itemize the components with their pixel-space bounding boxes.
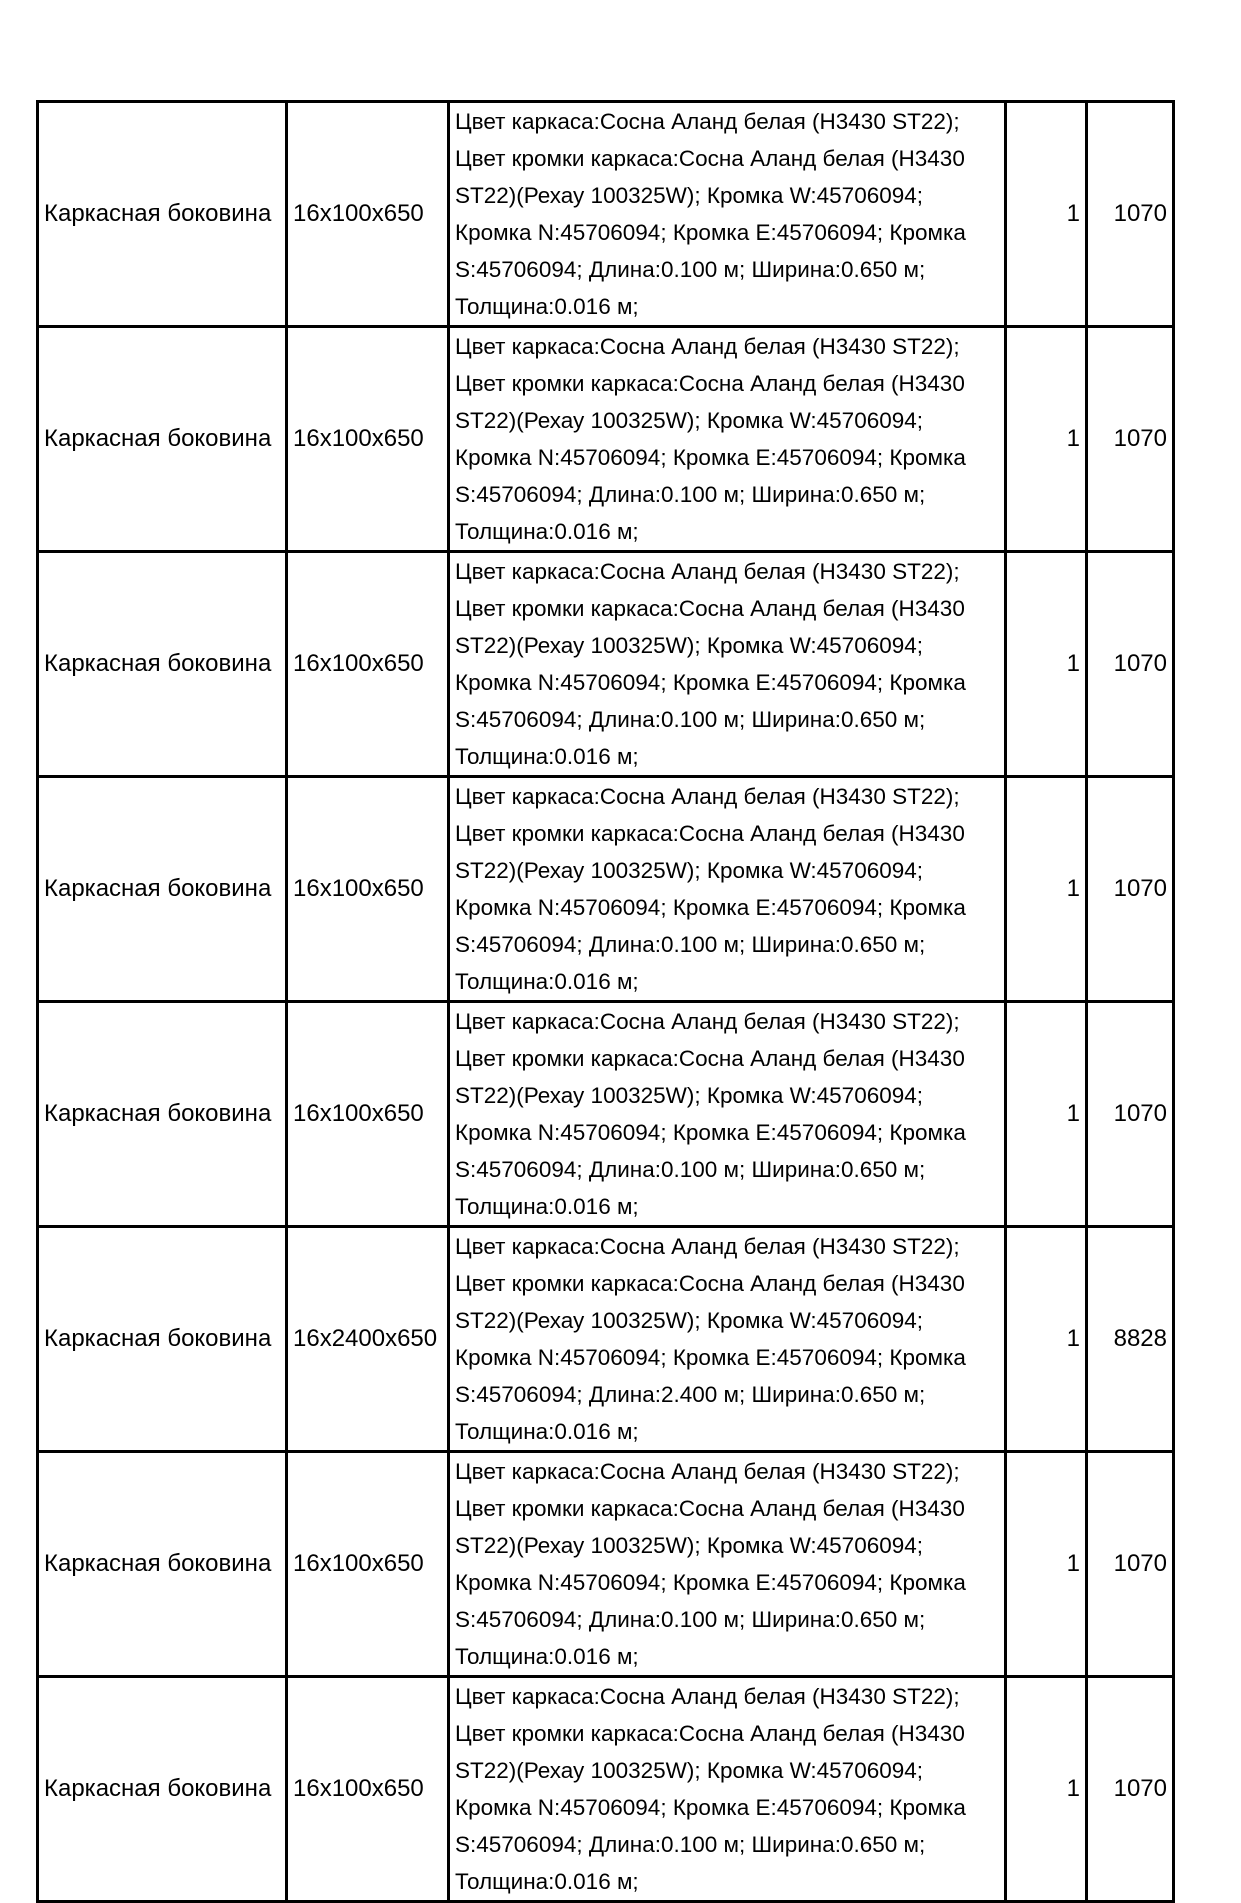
cell-item-qty: 1 [1006,1452,1087,1677]
cell-item-size: 16x100x650 [287,1002,449,1227]
cell-item-qty: 1 [1006,777,1087,1002]
cell-item-price: 1070 [1087,552,1174,777]
cell-item-size: 16x2400x650 [287,1227,449,1452]
cell-item-description: Цвет каркаса:Сосна Аланд белая (H3430 ST22); Цвет кромки каркаса:Сосна Аланд белая (H3430 ST22)(Рехау 100325W); Кромка W:45706094; Кромка N:45706094; Кромка E:45706094; Кромка S:45706094; Длина:0.100 м; Ширина:0.650 м; Толщина:0.016 м; [449,552,1006,777]
cell-item-description: Цвет каркаса:Сосна Аланд белая (H3430 ST22); Цвет кромки каркаса:Сосна Аланд белая (H3430 ST22)(Рехау 100325W); Кромка W:45706094; Кромка N:45706094; Кромка E:45706094; Кромка S:45706094; Длина:0.100 м; Ширина:0.650 м; Толщина:0.016 м; [449,777,1006,1002]
table-row [38,1452,1174,1677]
cell-item-name: Каркасная боковина [38,102,287,327]
cell-item-qty: 1 [1006,1227,1087,1452]
table-row [38,777,1174,1002]
cell-item-size: 16x100x650 [287,777,449,1002]
cell-item-description: Цвет каркаса:Сосна Аланд белая (H3430 ST22); Цвет кромки каркаса:Сосна Аланд белая (H3430 ST22)(Рехау 100325W); Кромка W:45706094; Кромка N:45706094; Кромка E:45706094; Кромка S:45706094; Длина:0.100 м; Ширина:0.650 м; Толщина:0.016 м; [449,1452,1006,1677]
cell-item-qty: 1 [1006,1002,1087,1227]
table-row [38,1227,1174,1452]
cell-item-price: 8828 [1087,1227,1174,1452]
cell-item-name: Каркасная боковина [38,1002,287,1227]
cell-item-name: Каркасная боковина [38,552,287,777]
cell-item-size: 16x100x650 [287,327,449,552]
cell-item-name: Каркасная боковина [38,1227,287,1452]
table-row [38,102,1174,327]
cell-item-name: Каркасная боковина [38,1452,287,1677]
cell-item-size: 16x100x650 [287,102,449,327]
spec-table-body [38,102,1174,1902]
cell-item-description: Цвет каркаса:Сосна Аланд белая (H3430 ST22); Цвет кромки каркаса:Сосна Аланд белая (H3430 ST22)(Рехау 100325W); Кромка W:45706094; Кромка N:45706094; Кромка E:45706094; Кромка S:45706094; Длина:2.400 м; Ширина:0.650 м; Толщина:0.016 м; [449,1227,1006,1452]
cell-item-size: 16x100x650 [287,1677,449,1902]
cell-item-price: 1070 [1087,327,1174,552]
table-row [38,1677,1174,1902]
cell-item-name: Каркасная боковина [38,327,287,552]
cell-item-price: 1070 [1087,1677,1174,1902]
table-row [38,552,1174,777]
cell-item-price: 1070 [1087,777,1174,1002]
cell-item-qty: 1 [1006,327,1087,552]
cell-item-qty: 1 [1006,1677,1087,1902]
cell-item-size: 16x100x650 [287,1452,449,1677]
cell-item-description: Цвет каркаса:Сосна Аланд белая (H3430 ST22); Цвет кромки каркаса:Сосна Аланд белая (H3430 ST22)(Рехау 100325W); Кромка W:45706094; Кромка N:45706094; Кромка E:45706094; Кромка S:45706094; Длина:0.100 м; Ширина:0.650 м; Толщина:0.016 м; [449,102,1006,327]
cell-item-price: 1070 [1087,102,1174,327]
cell-item-qty: 1 [1006,102,1087,327]
cell-item-qty: 1 [1006,552,1087,777]
cell-item-name: Каркасная боковина [38,777,287,1002]
table-row [38,1002,1174,1227]
table-row [38,327,1174,552]
cell-item-price: 1070 [1087,1002,1174,1227]
cell-item-description: Цвет каркаса:Сосна Аланд белая (H3430 ST22); Цвет кромки каркаса:Сосна Аланд белая (H3430 ST22)(Рехау 100325W); Кромка W:45706094; Кромка N:45706094; Кромка E:45706094; Кромка S:45706094; Длина:0.100 м; Ширина:0.650 м; Толщина:0.016 м; [449,327,1006,552]
cell-item-price: 1070 [1087,1452,1174,1677]
cell-item-name: Каркасная боковина [38,1677,287,1902]
cell-item-description: Цвет каркаса:Сосна Аланд белая (H3430 ST22); Цвет кромки каркаса:Сосна Аланд белая (H3430 ST22)(Рехау 100325W); Кромка W:45706094; Кромка N:45706094; Кромка E:45706094; Кромка S:45706094; Длина:0.100 м; Ширина:0.650 м; Толщина:0.016 м; [449,1677,1006,1902]
cell-item-description: Цвет каркаса:Сосна Аланд белая (H3430 ST22); Цвет кромки каркаса:Сосна Аланд белая (H3430 ST22)(Рехау 100325W); Кромка W:45706094; Кромка N:45706094; Кромка E:45706094; Кромка S:45706094; Длина:0.100 м; Ширина:0.650 м; Толщина:0.016 м; [449,1002,1006,1227]
cell-item-size: 16x100x650 [287,552,449,777]
spec-table [36,100,1175,1903]
